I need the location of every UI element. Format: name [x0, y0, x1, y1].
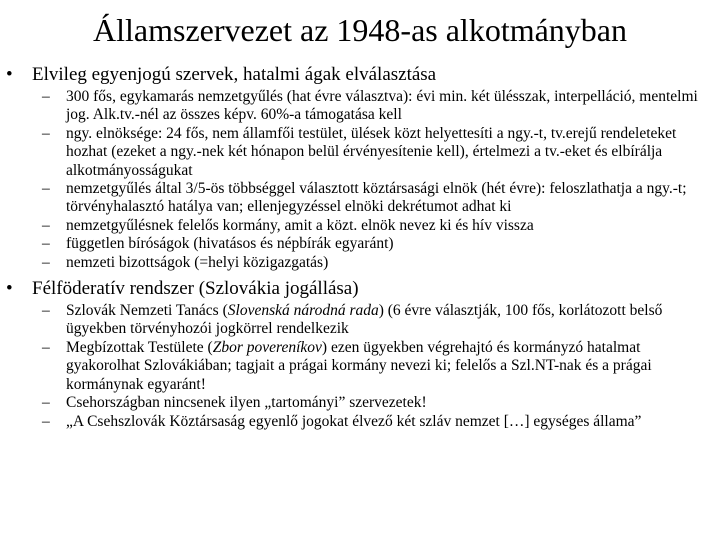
- list-item-text-end: ) (6 évre választják, 100 fős, korlátozott belső ügyekben törvényhozói jogkörrel rendelkezik: [66, 302, 663, 338]
- dash-icon: –: [42, 253, 50, 271]
- list-item-italic-name: Zbor povereníkov: [212, 338, 322, 356]
- dash-icon: –: [42, 124, 50, 142]
- dash-icon: –: [42, 180, 50, 198]
- list-item-president: [6, 180, 714, 217]
- list-item-text: nemzetgyűlés által 3/5-ös többséggel választott köztársasági elnök (hét évre): feloszlathatja a ngy.-t; törvényhalasztó hatálya van; ellenjegyzéssel elnöki dekrétumot adhat ki: [66, 180, 687, 216]
- list-item-text: Csehországban nincsenek ilyen „tartományi” szervezetek!: [66, 394, 427, 412]
- list-item-text: „A Csehszlovák Köztársaság egyenlő jogokat élvező két szláv nemzet […] egységes állama”: [66, 412, 642, 430]
- section-heading-text: Elvileg egyenjogú szervek, hatalmi ágak elválasztása: [32, 64, 437, 85]
- list-item-text-start: Szlovák Nemzeti Tanács (: [66, 302, 228, 320]
- section-heading-semi-federal: [6, 278, 714, 300]
- dash-icon: –: [42, 412, 50, 430]
- list-item-italic-name: Slovenská národná rada: [227, 302, 379, 320]
- dash-icon: –: [42, 338, 50, 356]
- list-item-text: független bíróságok (hivatásos és népbírák egyaránt): [66, 235, 394, 253]
- list-item-text: nemzeti bizottságok (=helyi közigazgatás): [66, 253, 329, 271]
- list-item-government: [6, 217, 714, 235]
- page-title: Államszervezet az 1948-as alkotmányban: [93, 12, 627, 48]
- dash-icon: –: [42, 302, 50, 320]
- list-item-presidium: [6, 125, 714, 180]
- list-item-text: ngy. elnöksége: 24 fős, nem államfői testület, ülések közt helyettesíti a ngy.-t, tv.erejű rendeleteket hozhat (ezeket a ngy.-nek két hónapon belül érvényesítenie kell), értelmezi a tv.-eket és elbírálja alkotmányosságukat: [66, 124, 677, 179]
- list-item-national-committees: [6, 254, 714, 272]
- list-item-national-assembly: [6, 88, 714, 125]
- list-item-text-start: Megbízottak Testülete (: [66, 338, 213, 356]
- slide-content: [6, 64, 714, 431]
- list-item-slovak-national-council: [6, 302, 714, 339]
- semi-federal-list: [6, 302, 714, 431]
- separation-of-powers-list: [6, 88, 714, 272]
- list-item-board-of-commissioners: [6, 339, 714, 394]
- bullet-icon: •: [6, 64, 13, 85]
- dash-icon: –: [42, 88, 50, 105]
- list-item-czech-lands: [6, 394, 714, 412]
- dash-icon: –: [42, 216, 50, 234]
- list-item-text: nemzetgyűlésnek felelős kormány, amit a közt. elnök nevez ki és hív vissza: [66, 216, 534, 234]
- dash-icon: –: [42, 394, 50, 412]
- list-item-text: 300 fős, egykamarás nemzetgyűlés (hat évre választva): évi min. két ülésszak, interpelláció, mentelmi jog. Alk.tv.-nél az összes képv. 60%-a támogatása kell: [66, 88, 698, 124]
- section-heading-separation-of-powers: [6, 64, 714, 86]
- section-heading-text: Félföderatív rendszer (Szlovákia jogállása): [32, 278, 359, 300]
- list-item-constitution-quote: [6, 413, 714, 431]
- list-item-courts: [6, 235, 714, 253]
- list-item-text-end: ) ezen ügyekben végrehajtó és kormányzó hatalmat gyakorolhat Szlovákiában; tagjait a prágai kormány nevezi ki; felelős a Szl.NT-nak és a prágai kormánynak egyaránt!: [66, 338, 652, 393]
- bullet-icon: •: [6, 278, 13, 300]
- dash-icon: –: [42, 235, 50, 253]
